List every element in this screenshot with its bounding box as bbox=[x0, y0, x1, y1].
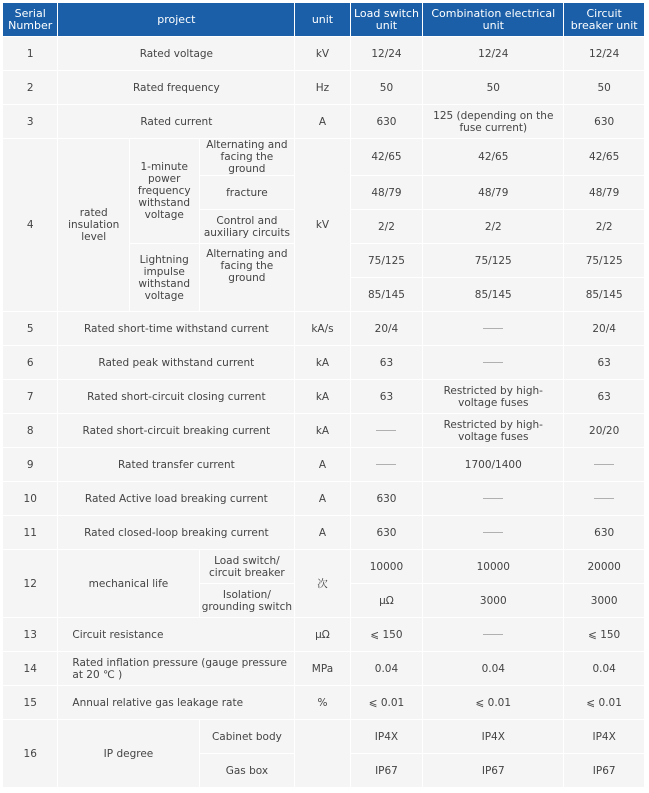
load-switch-value: 50 bbox=[351, 71, 423, 104]
breaker-value: ⩽ 0.01 bbox=[564, 686, 644, 719]
table-row bbox=[3, 686, 644, 719]
dash-placeholder bbox=[594, 498, 614, 499]
combination-value: IP4X bbox=[423, 720, 563, 753]
load-switch-value: 12/24 bbox=[351, 37, 423, 70]
table-row bbox=[3, 652, 644, 685]
combination-value bbox=[423, 312, 563, 345]
project-cell: Rated inflation pressure (gauge pressure at 20 ℃ ) bbox=[58, 652, 294, 685]
load-switch-value: ⩽ 150 bbox=[351, 618, 423, 651]
serial-cell: 5 bbox=[3, 312, 57, 345]
breaker-value: 2/2 bbox=[564, 210, 644, 243]
project-cell: Rated current bbox=[58, 105, 294, 138]
serial-cell: 11 bbox=[3, 516, 57, 549]
load-switch-value: 63 bbox=[351, 346, 423, 379]
table-row bbox=[3, 346, 644, 379]
breaker-value bbox=[564, 448, 644, 481]
combination-value: 12/24 bbox=[423, 37, 563, 70]
subgroup-cell: 1-minute power frequency withstand voltage bbox=[130, 139, 199, 243]
project-cell: mechanical life bbox=[58, 550, 198, 617]
unit-cell: kV bbox=[295, 139, 349, 311]
unit-cell: % bbox=[295, 686, 349, 719]
breaker-value: IP67 bbox=[564, 754, 644, 787]
breaker-value: ⩽ 150 bbox=[564, 618, 644, 651]
combination-value bbox=[423, 618, 563, 651]
load-switch-value: 630 bbox=[351, 105, 423, 138]
header-serial: Serial Number bbox=[3, 3, 57, 36]
sub-item-cell: Load switch/ circuit breaker bbox=[200, 550, 295, 583]
table-row bbox=[3, 482, 644, 515]
load-switch-value: ⩽ 0.01 bbox=[351, 686, 423, 719]
table-row bbox=[3, 37, 644, 70]
breaker-value: 3000 bbox=[564, 584, 644, 617]
load-switch-value: 0.04 bbox=[351, 652, 423, 685]
header-combination: Combination electrical unit bbox=[423, 3, 563, 36]
breaker-value: 20/20 bbox=[564, 414, 644, 447]
load-switch-value: 48/79 bbox=[351, 176, 423, 209]
project-cell: Rated Active load breaking current bbox=[58, 482, 294, 515]
breaker-value: 75/125 bbox=[564, 244, 644, 277]
combination-value: 10000 bbox=[423, 550, 563, 583]
sub-item-cell: fracture bbox=[200, 176, 295, 209]
breaker-value bbox=[564, 482, 644, 515]
breaker-value: 630 bbox=[564, 516, 644, 549]
sub-item-cell: Gas box bbox=[200, 754, 295, 787]
combination-value: 85/145 bbox=[423, 278, 563, 311]
table-row bbox=[3, 414, 644, 447]
serial-cell: 15 bbox=[3, 686, 57, 719]
header-load-switch: Load switch unit bbox=[351, 3, 423, 36]
load-switch-value: 63 bbox=[351, 380, 423, 413]
header-circuit-breaker: Circuit breaker unit bbox=[564, 3, 644, 36]
unit-cell: kA/s bbox=[295, 312, 349, 345]
table-row bbox=[3, 720, 644, 753]
breaker-value: 630 bbox=[564, 105, 644, 138]
combination-value: 1700/1400 bbox=[423, 448, 563, 481]
dash-placeholder bbox=[376, 430, 396, 431]
unit-cell: kA bbox=[295, 380, 349, 413]
project-cell: Rated transfer current bbox=[58, 448, 294, 481]
unit-cell: Hz bbox=[295, 71, 349, 104]
unit-cell: MPa bbox=[295, 652, 349, 685]
combination-value: 2/2 bbox=[423, 210, 563, 243]
serial-cell: 8 bbox=[3, 414, 57, 447]
combination-value bbox=[423, 346, 563, 379]
project-cell: Annual relative gas leakage rate bbox=[58, 686, 294, 719]
unit-cell: A bbox=[295, 448, 349, 481]
unit-cell: μΩ bbox=[295, 618, 349, 651]
project-cell: Rated frequency bbox=[58, 71, 294, 104]
serial-cell: 9 bbox=[3, 448, 57, 481]
combination-value: 125 (depending on the fuse current) bbox=[423, 105, 563, 138]
project-cell: Circuit resistance bbox=[58, 618, 294, 651]
load-switch-value: 20/4 bbox=[351, 312, 423, 345]
project-cell: Rated short-circuit breaking current bbox=[58, 414, 294, 447]
combination-value: 48/79 bbox=[423, 176, 563, 209]
sub-item-cell: Alternating and facing the ground bbox=[200, 139, 295, 175]
combination-value: 75/125 bbox=[423, 244, 563, 277]
sub-item-cell: Alternating and facing the ground bbox=[200, 244, 295, 311]
combination-value bbox=[423, 516, 563, 549]
load-switch-value: 630 bbox=[351, 482, 423, 515]
serial-cell: 10 bbox=[3, 482, 57, 515]
serial-cell: 4 bbox=[3, 139, 57, 311]
serial-cell: 6 bbox=[3, 346, 57, 379]
combination-value: ⩽ 0.01 bbox=[423, 686, 563, 719]
project-cell: Rated short-circuit closing current bbox=[58, 380, 294, 413]
sub-item-cell: Control and auxiliary circuits bbox=[200, 210, 295, 243]
combination-value: 0.04 bbox=[423, 652, 563, 685]
combination-value bbox=[423, 482, 563, 515]
project-cell: Rated peak withstand current bbox=[58, 346, 294, 379]
breaker-value: 63 bbox=[564, 380, 644, 413]
header-unit: unit bbox=[295, 3, 349, 36]
load-switch-value: IP4X bbox=[351, 720, 423, 753]
load-switch-value: IP67 bbox=[351, 754, 423, 787]
breaker-value: 63 bbox=[564, 346, 644, 379]
table-row bbox=[3, 550, 644, 583]
load-switch-value: 75/125 bbox=[351, 244, 423, 277]
serial-cell: 12 bbox=[3, 550, 57, 617]
dash-placeholder bbox=[483, 498, 503, 499]
sub-item-cell: Isolation/ grounding switch bbox=[200, 584, 295, 617]
load-switch-value: 10000 bbox=[351, 550, 423, 583]
subgroup-cell: Lightning impulse withstand voltage bbox=[130, 244, 199, 311]
header-project: project bbox=[58, 3, 294, 36]
unit-cell: kA bbox=[295, 346, 349, 379]
load-switch-value: 85/145 bbox=[351, 278, 423, 311]
unit-cell: A bbox=[295, 105, 349, 138]
serial-cell: 7 bbox=[3, 380, 57, 413]
load-switch-value bbox=[351, 414, 423, 447]
dash-placeholder bbox=[483, 532, 503, 533]
spec-table bbox=[2, 2, 645, 788]
combination-value: IP67 bbox=[423, 754, 563, 787]
project-cell: IP degree bbox=[58, 720, 198, 787]
combination-value: Restricted by high-voltage fuses bbox=[423, 380, 563, 413]
breaker-value: 20000 bbox=[564, 550, 644, 583]
breaker-value: 12/24 bbox=[564, 37, 644, 70]
breaker-value: IP4X bbox=[564, 720, 644, 753]
combination-value: 50 bbox=[423, 71, 563, 104]
serial-cell: 1 bbox=[3, 37, 57, 70]
dash-placeholder bbox=[483, 634, 503, 635]
unit-cell: A bbox=[295, 482, 349, 515]
serial-cell: 2 bbox=[3, 71, 57, 104]
spec-table-wrapper bbox=[2, 2, 645, 788]
table-row bbox=[3, 139, 644, 175]
combination-value: Restricted by high-voltage fuses bbox=[423, 414, 563, 447]
project-cell: Rated short-time withstand current bbox=[58, 312, 294, 345]
serial-cell: 16 bbox=[3, 720, 57, 787]
load-switch-value: 42/65 bbox=[351, 139, 423, 175]
unit-cell: 次 bbox=[295, 550, 349, 617]
breaker-value: 50 bbox=[564, 71, 644, 104]
breaker-value: 48/79 bbox=[564, 176, 644, 209]
dash-placeholder bbox=[483, 362, 503, 363]
load-switch-value bbox=[351, 448, 423, 481]
breaker-value: 85/145 bbox=[564, 278, 644, 311]
project-cell: Rated voltage bbox=[58, 37, 294, 70]
table-row bbox=[3, 448, 644, 481]
load-switch-value: 630 bbox=[351, 516, 423, 549]
breaker-value: 42/65 bbox=[564, 139, 644, 175]
unit-cell bbox=[295, 720, 349, 787]
dash-placeholder bbox=[483, 328, 503, 329]
sub-item-cell: Cabinet body bbox=[200, 720, 295, 753]
serial-cell: 3 bbox=[3, 105, 57, 138]
table-row bbox=[3, 71, 644, 104]
load-switch-value: 2/2 bbox=[351, 210, 423, 243]
header-row bbox=[3, 3, 644, 36]
project-cell: Rated closed-loop breaking current bbox=[58, 516, 294, 549]
serial-cell: 13 bbox=[3, 618, 57, 651]
combination-value: 3000 bbox=[423, 584, 563, 617]
table-row bbox=[3, 380, 644, 413]
unit-cell: kV bbox=[295, 37, 349, 70]
dash-placeholder bbox=[376, 464, 396, 465]
breaker-value: 0.04 bbox=[564, 652, 644, 685]
breaker-value: 20/4 bbox=[564, 312, 644, 345]
table-row bbox=[3, 516, 644, 549]
combination-value: 42/65 bbox=[423, 139, 563, 175]
serial-cell: 14 bbox=[3, 652, 57, 685]
dash-placeholder bbox=[594, 464, 614, 465]
table-row bbox=[3, 105, 644, 138]
load-switch-value: μΩ bbox=[351, 584, 423, 617]
table-row bbox=[3, 618, 644, 651]
table-row bbox=[3, 312, 644, 345]
group-cell: rated insulation level bbox=[58, 139, 129, 311]
unit-cell: kA bbox=[295, 414, 349, 447]
unit-cell: A bbox=[295, 516, 349, 549]
